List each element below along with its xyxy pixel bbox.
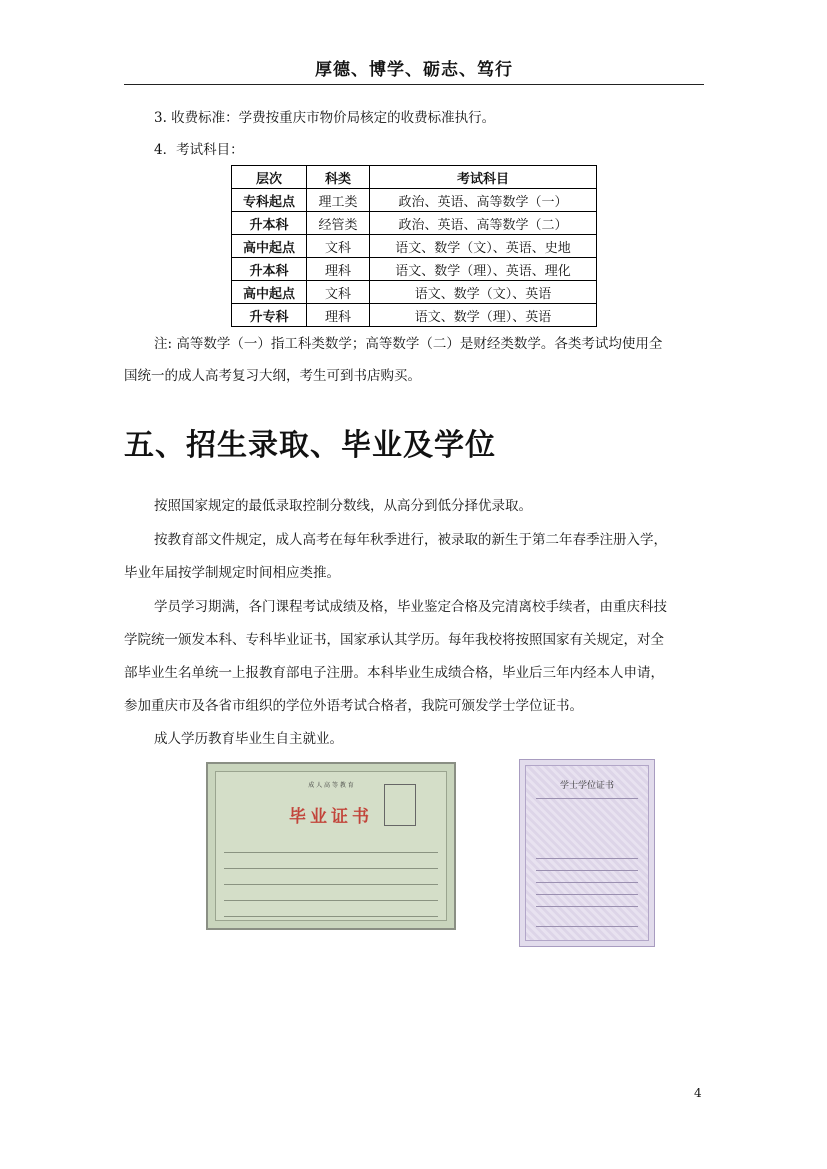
note-line: 国统一的成人高考复习大纲，考生可到书店购买。: [124, 368, 421, 384]
level-cell: 高中起点: [232, 235, 307, 258]
table-row: [232, 281, 597, 304]
subjects-cell: 语文、数学（理）、英语: [370, 304, 597, 327]
admission-paragraph: 按照国家规定的最低录取控制分数线，从高分到低分择优录取。: [154, 498, 532, 514]
subjects-cell: 语文、数学（理）、英语、理化: [370, 258, 597, 281]
diploma-title: 毕业证书: [289, 807, 373, 827]
graduation-paragraph: 学院统一颁发本科、专科毕业证书，国家承认其学历。每年我校将按照国家有关规定，对全: [124, 632, 664, 648]
diploma-top-text: 成 人 高 等 教 育: [308, 782, 354, 789]
category-cell: 理工类: [307, 189, 370, 212]
subjects-heading: 4．考试科目：: [154, 142, 244, 158]
category-cell: 经管类: [307, 212, 370, 235]
section-title: 五、招生录取、毕业及学位: [124, 428, 496, 463]
level-cell: 升专科: [232, 304, 307, 327]
subjects-cell: 政治、英语、高等数学（一）: [370, 189, 597, 212]
level-cell: 升本科: [232, 212, 307, 235]
subjects-cell: 政治、英语、高等数学（二）: [370, 212, 597, 235]
header-divider: [124, 84, 704, 85]
fees-paragraph: 3. 收费标准：学费按重庆市物价局核定的收费标准执行。: [154, 110, 496, 126]
table-header-row: [232, 166, 597, 189]
header-level: 层次: [232, 166, 307, 189]
table-row: [232, 235, 597, 258]
note-line: 注: 高等数学（一）指工科类数学；高等数学（二）是财经类数学。各类考试均使用全: [154, 336, 663, 352]
table-row: [232, 212, 597, 235]
graduation-paragraph: 部毕业生名单统一上报教育部电子注册。本科毕业生成绩合格，毕业后三年内经本人申请，: [124, 665, 664, 681]
table-row: [232, 189, 597, 212]
level-cell: 升本科: [232, 258, 307, 281]
employment-paragraph: 成人学历教育毕业生自主就业。: [154, 731, 343, 747]
page-number: 4: [694, 1086, 702, 1100]
enrollment-paragraph: 毕业年届按学制规定时间相应类推。: [124, 565, 340, 581]
graduation-paragraph: 学员学习期满，各门课程考试成绩及格，毕业鉴定合格及完清离校手续者，由重庆科技: [154, 599, 667, 615]
graduation-paragraph: 参加重庆市及各省市组织的学位外语考试合格者，我院可颁发学士学位证书。: [124, 698, 583, 714]
table-row: [232, 304, 597, 327]
diploma-certificate-image: [206, 762, 456, 930]
subjects-cell: 语文、数学（文）、英语、史地: [370, 235, 597, 258]
header-category: 科类: [307, 166, 370, 189]
exam-subjects-table: [231, 165, 597, 327]
level-cell: 高中起点: [232, 281, 307, 304]
enrollment-paragraph: 按教育部文件规定，成人高考在每年秋季进行，被录取的新生于第二年春季注册入学，: [154, 532, 667, 548]
category-cell: 理科: [307, 304, 370, 327]
category-cell: 文科: [307, 235, 370, 258]
degree-certificate-image: [519, 759, 655, 947]
page-header-motto: 厚德、博学、砺志、笃行: [315, 60, 513, 80]
category-cell: 理科: [307, 258, 370, 281]
subjects-cell: 语文、数学（文）、英语: [370, 281, 597, 304]
degree-title: 学士学位证书: [559, 781, 614, 791]
table-row: [232, 258, 597, 281]
photo-frame: [384, 784, 416, 826]
header-subjects: 考试科目: [370, 166, 597, 189]
level-cell: 专科起点: [232, 189, 307, 212]
category-cell: 文科: [307, 281, 370, 304]
